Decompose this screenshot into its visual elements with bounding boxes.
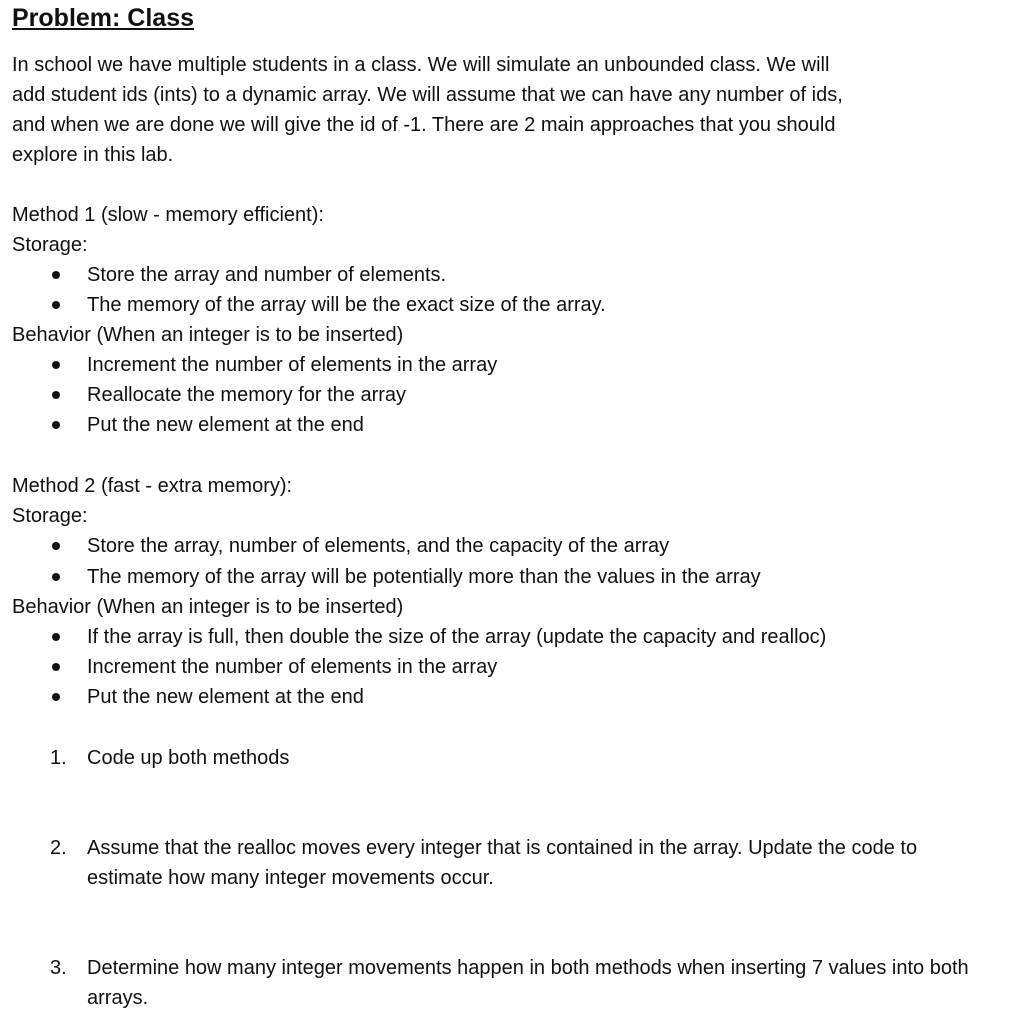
list-item-text: Put the new element at the end	[87, 414, 364, 436]
method2-storage-label: Storage:	[12, 505, 88, 527]
bullet-icon	[52, 271, 60, 279]
bullet-icon	[52, 542, 60, 550]
list-item-text: Reallocate the memory for the array	[87, 384, 407, 406]
bullet-icon	[52, 361, 60, 369]
list-item-text: Increment the number of elements in the array	[87, 354, 498, 376]
method2-behavior-label: Behavior (When an integer is to be inserted)	[12, 596, 404, 618]
list-item-text: Increment the number of elements in the array	[87, 656, 498, 678]
bullet-icon	[52, 391, 60, 399]
task-item	[50, 833, 980, 893]
intro-line: add student ids (ints) to a dynamic array. We will assume that we can have any number of ids,	[12, 84, 843, 106]
bullet-icon	[52, 693, 60, 701]
task-number: 3.	[50, 957, 67, 979]
bullet-icon	[52, 301, 60, 309]
list-item-text: The memory of the array will be potentially more than the values in the array	[87, 566, 761, 588]
intro-line: explore in this lab.	[12, 144, 174, 166]
intro-line: In school we have multiple students in a class. We will simulate an unbounded class. We will	[12, 54, 830, 76]
list-item-text: Put the new element at the end	[87, 686, 364, 708]
task-text: Code up both methods	[87, 747, 290, 769]
list-item-text: The memory of the array will be the exact size of the array.	[87, 294, 606, 316]
list-item-text: If the array is full, then double the size of the array (update the capacity and realloc)	[87, 626, 827, 648]
method2-heading: Method 2 (fast - extra memory):	[12, 475, 293, 497]
method1-heading: Method 1 (slow - memory efficient):	[12, 204, 324, 226]
bullet-icon	[52, 633, 60, 641]
bullet-icon	[52, 421, 60, 429]
bullet-icon	[52, 663, 60, 671]
task-number: 2.	[50, 837, 67, 859]
task-item	[50, 743, 980, 773]
method1-storage-label: Storage:	[12, 234, 88, 256]
list-item-text: Store the array, number of elements, and the capacity of the array	[87, 535, 670, 557]
intro-line: and when we are done we will give the id of -1. There are 2 main approaches that you should	[12, 114, 836, 136]
bullet-icon	[52, 573, 60, 581]
method1-behavior-label: Behavior (When an integer is to be inserted)	[12, 324, 404, 346]
list-item-text: Store the array and number of elements.	[87, 264, 447, 286]
task-text: Assume that the realloc moves every integer that is contained in the array. Update the code to estimate how many integer movements occur.	[87, 837, 918, 889]
page-title: Problem: Class	[12, 4, 195, 32]
task-number: 1.	[50, 747, 67, 769]
task-text: Determine how many integer movements happen in both methods when inserting 7 values into both arrays.	[87, 957, 969, 1009]
task-item	[50, 953, 980, 1013]
